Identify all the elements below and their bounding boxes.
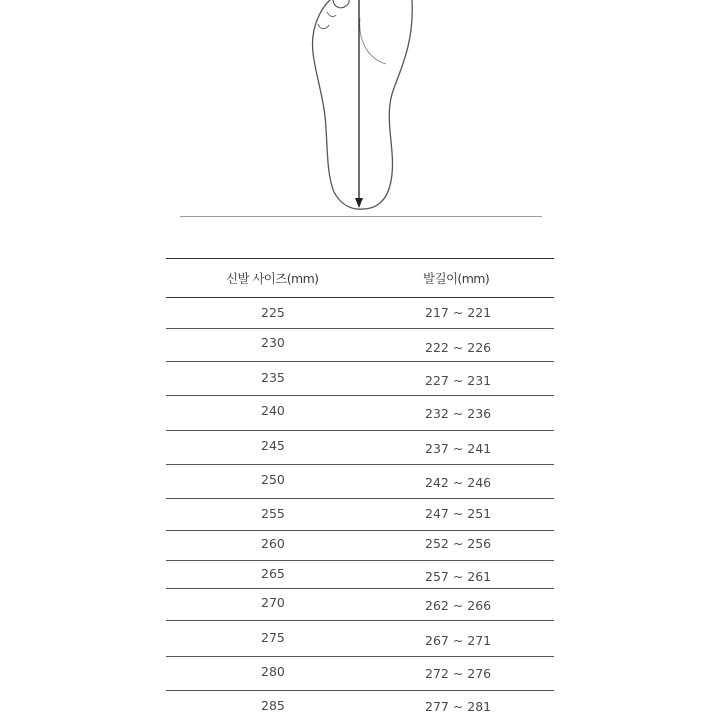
size-chart-table xyxy=(166,258,554,724)
row-divider xyxy=(166,690,554,691)
row-divider xyxy=(166,498,554,499)
length-cell: 232 ~ 236 xyxy=(425,406,492,421)
row-divider xyxy=(166,588,554,589)
length-cell: 252 ~ 256 xyxy=(425,536,492,551)
length-cell: 272 ~ 276 xyxy=(425,666,492,681)
length-cell: 227 ~ 231 xyxy=(425,373,492,388)
size-cell: 260 xyxy=(261,536,285,551)
foot-section-divider xyxy=(180,216,542,217)
foot-outline xyxy=(312,0,412,209)
foot-toe xyxy=(318,24,329,29)
row-divider xyxy=(166,328,554,329)
size-cell: 225 xyxy=(261,305,285,320)
row-divider xyxy=(166,656,554,657)
size-cell: 255 xyxy=(261,506,285,521)
row-divider xyxy=(166,361,554,362)
length-cell: 217 ~ 221 xyxy=(425,305,492,320)
size-cell: 275 xyxy=(261,630,285,645)
foot-length-illustration xyxy=(296,0,426,215)
row-divider xyxy=(166,620,554,621)
table-body xyxy=(166,298,554,724)
length-cell: 222 ~ 226 xyxy=(425,340,492,355)
header-shoe-size: 신발 사이즈(mm) xyxy=(226,271,319,286)
row-divider xyxy=(166,530,554,531)
foot-big-toe xyxy=(333,0,349,8)
size-cell: 285 xyxy=(261,698,285,713)
foot-length-arrow-head xyxy=(355,198,363,208)
size-cell: 250 xyxy=(261,472,285,487)
header-foot-length: 발길이(mm) xyxy=(423,271,490,286)
row-divider xyxy=(166,464,554,465)
size-cell: 235 xyxy=(261,370,285,385)
foot-toe-line xyxy=(327,12,336,17)
length-cell: 237 ~ 241 xyxy=(425,441,492,456)
length-cell: 247 ~ 251 xyxy=(425,506,492,521)
table-header xyxy=(166,259,554,298)
size-cell: 270 xyxy=(261,595,285,610)
length-cell: 242 ~ 246 xyxy=(425,475,492,490)
row-divider xyxy=(166,560,554,561)
length-cell: 257 ~ 261 xyxy=(425,569,492,584)
row-divider xyxy=(166,395,554,396)
size-cell: 280 xyxy=(261,664,285,679)
size-cell: 240 xyxy=(261,403,285,418)
size-cell: 265 xyxy=(261,566,285,581)
row-divider xyxy=(166,430,554,431)
length-cell: 277 ~ 281 xyxy=(425,699,492,714)
foot-ball-crease xyxy=(360,18,386,64)
size-cell: 245 xyxy=(261,438,285,453)
length-cell: 262 ~ 266 xyxy=(425,598,492,613)
length-cell: 267 ~ 271 xyxy=(425,633,492,648)
size-cell: 230 xyxy=(261,335,285,350)
